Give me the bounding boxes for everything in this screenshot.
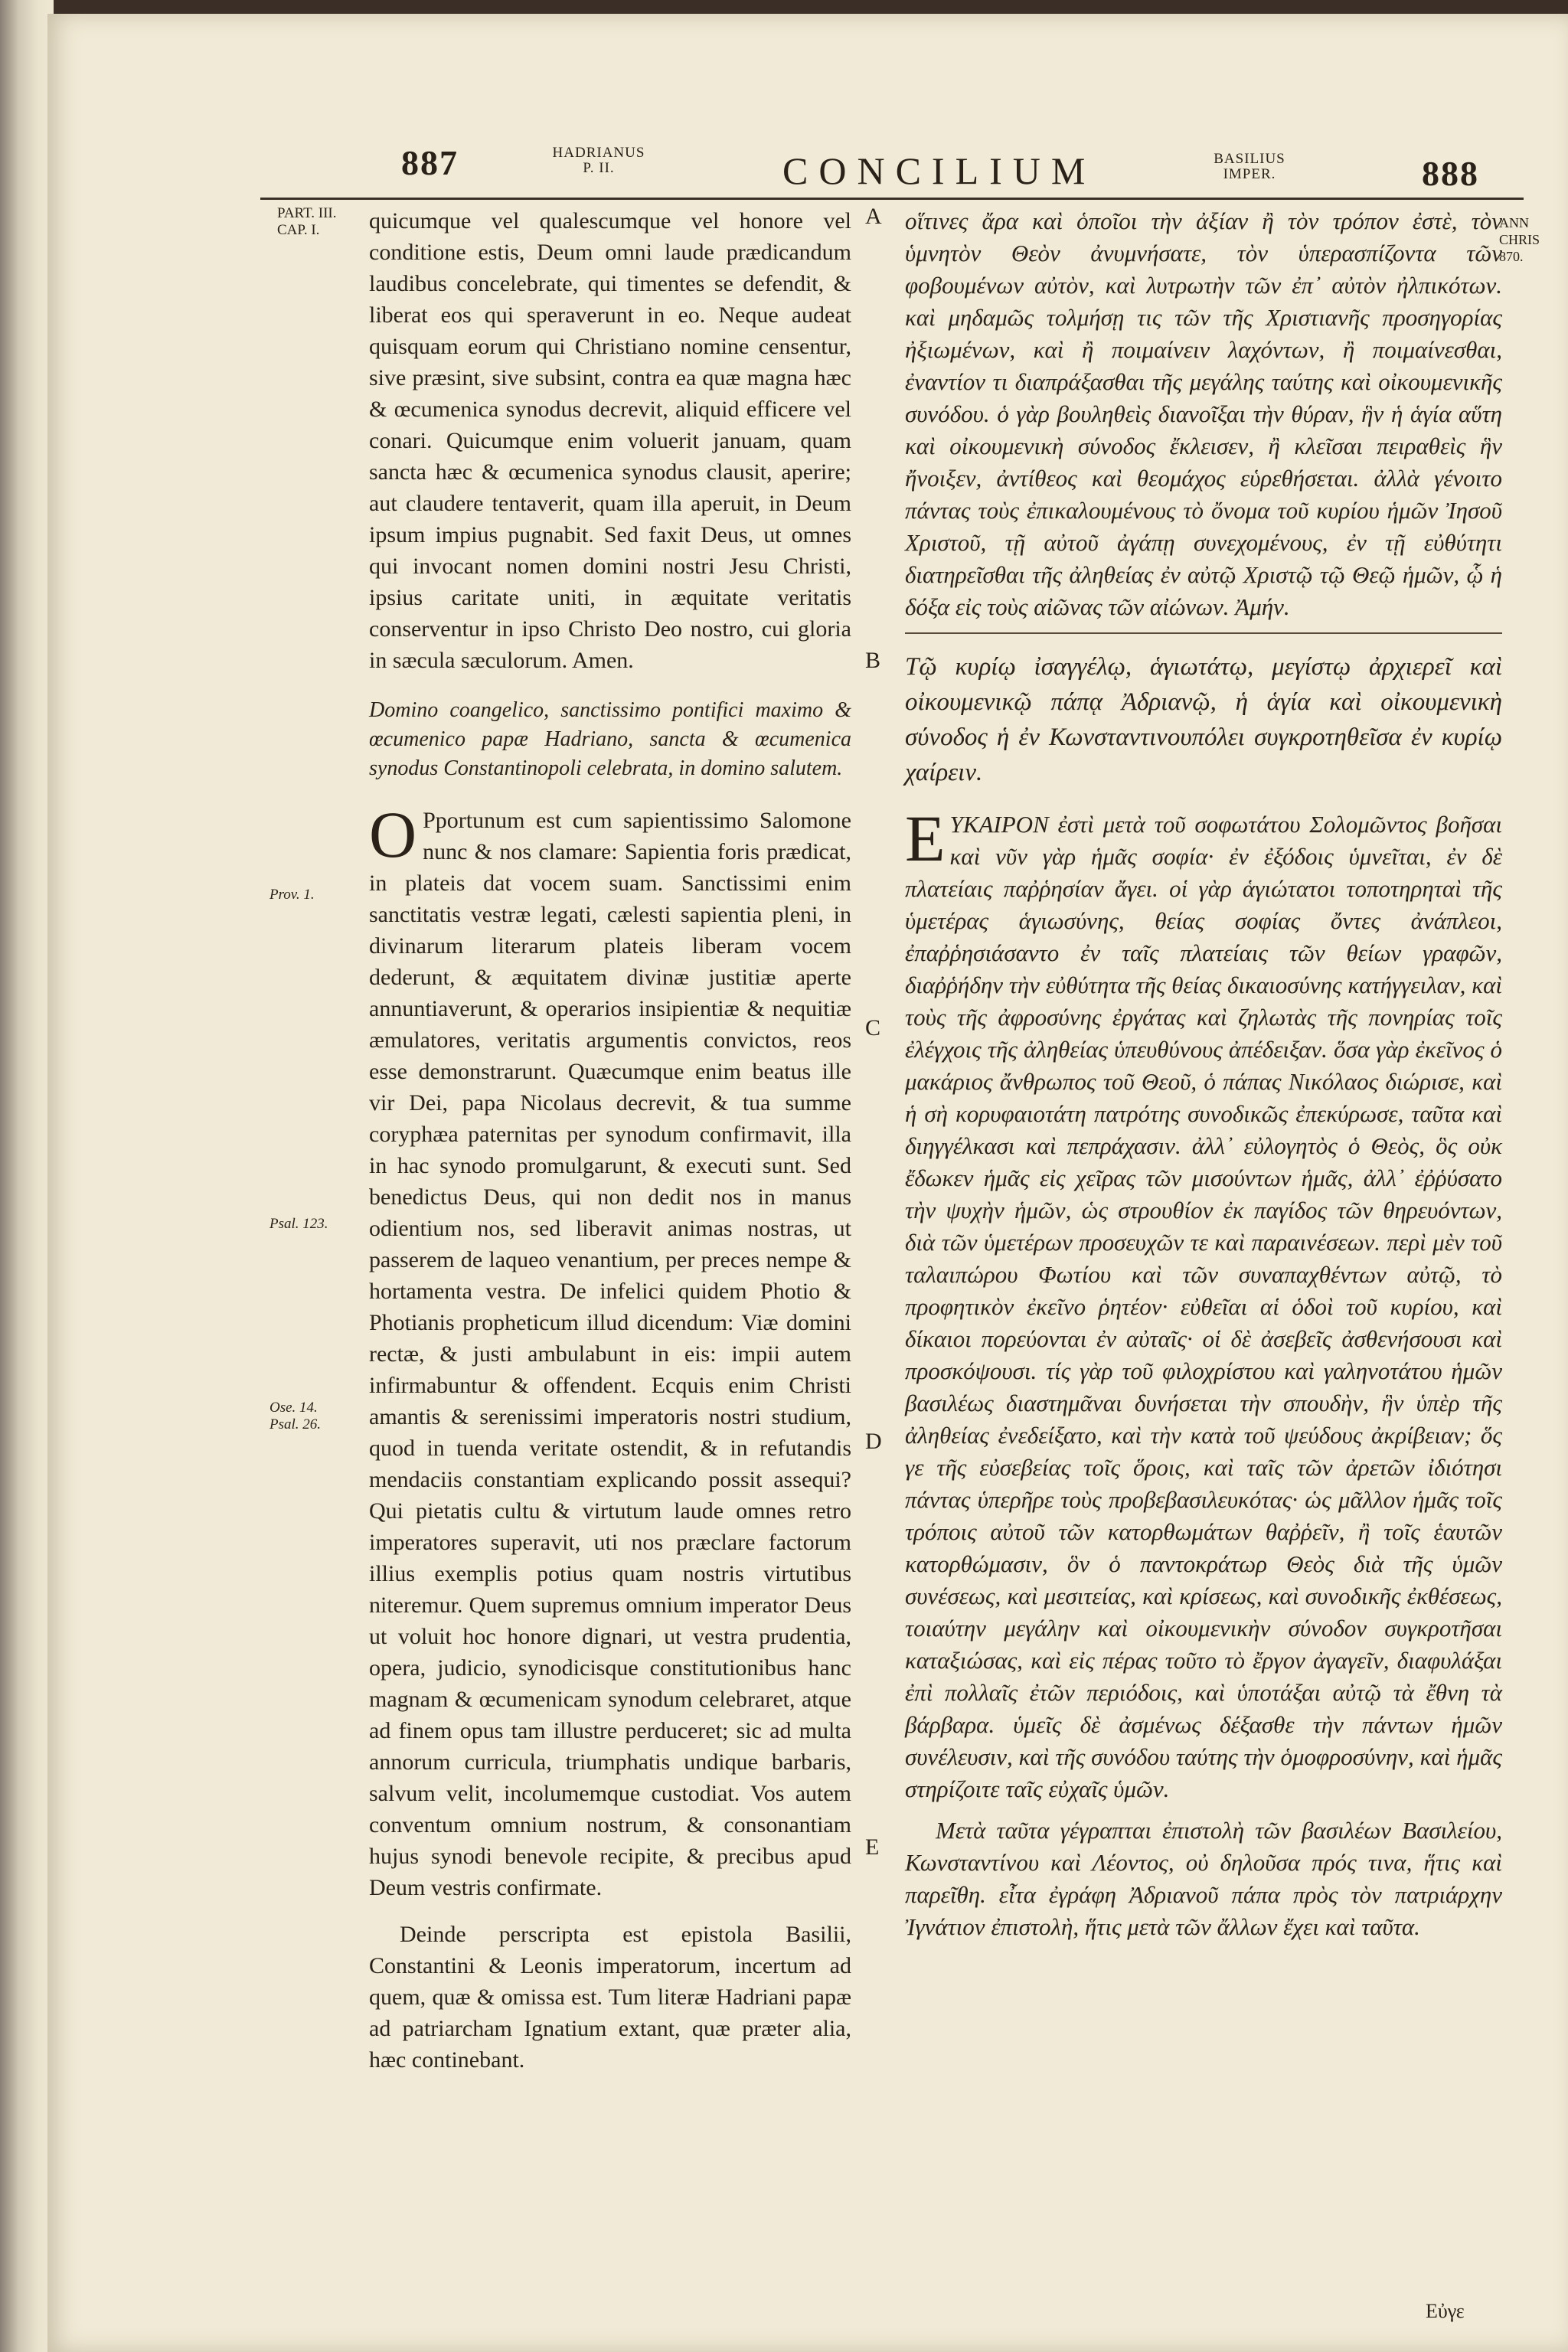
latin-column (369, 205, 851, 2083)
margin-note-christi-label: CHRIS (1499, 232, 1540, 247)
latin-address: Domino coangelico, sanctissimo pontifici maximo & œcumenico papæ Hadriano, sancta & œcumenica synodus Constantinopoli celebrata, in domino salutem. (369, 698, 851, 780)
margin-note-year: 870. (1499, 249, 1524, 264)
greek-paragraph-1: οἵτινες ἄρα καὶ ὁποῖοι τὴν ἀξίαν ἢ τὸν τρόπον ἐστὲ, τὸν ὑμνητὸν Θεὸν ἀνυμνήσατε, τὸν ὑπερασπίζοντα τῶν φοβουμένων αὐτὸν, καὶ λυτρωτὴν τῶν ἐπ᾽ αὐτὸν ἠλπικότων. καὶ μηδαμῶς τολμήσῃ τις τῶν τῆς Χριστιανῆς προσηγορίας ἠξιωμένων, καὶ ἢ ποιμαίνειν λαχόντων, ἢ ποιμαίνεσθαι, ἐναντίον τι διαπράξασθαι τῆς μεγάλης ταύτης καὶ οἰκουμενικῆς συνόδου. ὁ γὰρ βουληθεὶς διανοῖξαι τὴν θύραν, ἣν ἡ ἁγία αὕτη καὶ οἰκουμενικὴ σύνοδος ἔκλεισεν, ἢ κλεῖσαι πειραθεὶς ἣν ἤνοιξεν, ἀντίθεος καὶ θεομάχος εὑρεθήσεται. ἀλλὰ γένοιτο πάντας τοὺς ἐπικαλουμένους τὸ ὄνομα τοῦ κυρίου ἡμῶν Ἰησοῦ Χριστοῦ, τῇ αὐτοῦ ἀγάπῃ συνεχομένους, ἐν τῇ εὐθύτητι διατηρεῖσθαι τῆς ἀληθείας ἐν αὐτῷ Χριστῷ τῷ Θεῷ ἡμῶν, ᾧ ἡ δόξα εἰς τοὺς αἰῶνας τῶν αἰώνων. Ἀμήν. (905, 207, 1502, 620)
greek-column (905, 205, 1502, 1952)
latin-paragraph-2-text: Pportunum est cum sapientissimo Salomone nunc & nos clamare: Sapientia foris prædicat, in plateis dat vocem suam. Sanctissimi enim sanctitatis vestræ legati, cælesti sapientia pleni, in divinarum literarum plateis liberam vocem dederunt, & æquitatem divinæ justitiæ aperte annuntiaverunt, & operarios insipientiæ & nequitiæ æmulatores, veritatis argumentis convictos, reos esse demonstrarunt. Quæcumque enim beatus ille vir Dei, papa Nicolaus decrevit, & tua summe coryphæa paternitas per synodum confirmavit, illa in hac synodo promulgarunt, & executi sunt. Sed benedictus Deus, qui non dedit nos in manus odientium nos, sed liberavit animas nostras, ut passerem de laqueo venantium, per preces nempe & hortamenta vestra. De infelici quidem Photio & Photianis propheticum illud dicendum: Viæ domini rectæ, & justi ambulabunt in eis: impii autem infirmabuntur & offendent. Ecquis enim Christi amantis & serenissimi imperatoris nostri studium, quod in tuenda veritate ostendit, & in refutandis mendaciis constantiam explicando possit assequi? Qui pietatis cultu & virtutum laude omnes retro imperatores superavit, uti nos præclare factorum illius exemplis potius quam nostris virtutibus niteremur. Quem supremus omnium imperator Deus ut voluit hoc honore dignari, ut vestra prudentia, opera, judicio, synodicisque constitutionibus hanc magnam & œcumenicam synodum celebraret, atque ad finem opus tam illustre perduceret; sic ad multa annorum curricula, triumphatis undique barbaris, salvum velit, incolumemque custodiat. Vos autem conventum omnium nostrum, & consonantiam hujus synodi benevole recipite, & precibus apud Deum vestris confirmate. (369, 808, 851, 1900)
section-letter-c: C (865, 1015, 881, 1040)
latin-dropcap: O (369, 798, 417, 871)
running-head-left-line1: HADRIANUS (552, 145, 645, 161)
margin-note-anno-label: ANN (1499, 215, 1529, 230)
greek-divider (905, 632, 1502, 634)
running-head-right-line1: BASILIUS (1214, 151, 1285, 167)
margin-note-ref-osee-line2: Psal. 26. (270, 1416, 322, 1432)
greek-paragraph-2-text: ΥΚΑΙΡΟΝ ἐστὶ μετὰ τοῦ σοφωτάτου Σολομῶντος βοῆσαι καὶ νῦν γὰρ ἡμᾶς σοφία· ἐν ἐξόδοις ὑμνεῖται, ἐν δὲ πλατείαις παῤῥησίαν ἄγει. οἱ γὰρ ἁγιώτατοι τοποτηρηταὶ τῆς ὑμετέρας ἁγιωσύνης, θείας σοφίας ὄντες ἀνάπλεοι, ἐπαῤῥησιάσαντο ἐν ταῖς πλατείαις τῶν θείων γραφῶν, διαῤῥήδην τὴν εὐθύτητα τῆς θείας δικαιοσύνης κατήγγειλαν, καὶ τοὺς τῆς ἀφροσύνης ἐργάτας καὶ ζηλωτὰς τῆς πονηρίας τοῖς ἐλέγχοις τῆς ἀληθείας ὑπευθύνους ἀπέδειξαν. ὅσα γὰρ ἐκεῖνος ὁ μακάριος ἄνθρωπος τοῦ Θεοῦ, ὁ πάπας Νικόλαος διώρισε, καὶ ἡ σὴ κορυφαιοτάτη πατρότης συνοδικῶς ἐπεκύρωσε, ταῦτα καὶ διηγγέλκασι καὶ πεπράχασιν. ἀλλ᾽ εὐλογητὸς ὁ Θεὸς, ὃς οὐκ ἔδωκεν ἡμᾶς εἰς χεῖρας τῶν μισούντων ἡμᾶς, ἀλλ᾽ ἐῤῥύσατο τὴν ψυχὴν ἡμῶν, ὡς στρουθίον ἐκ παγίδος τῶν θηρευόντων, διὰ τῶν ὑμετέρων προσευχῶν τε καὶ παραινέσεων. περὶ μὲν τοῦ ταλαιπώρου Φωτίου καὶ τῶν συναπαχθέντων αὐτῷ, τὸ προφητικὸν ἐκεῖνο ῥητέον· εὐθεῖαι αἱ ὁδοὶ τοῦ κυρίου, καὶ δίκαιοι πορεύονται ἐν αὐταῖς· οἱ δὲ ἀσεβεῖς ἀσθενήσουσι καὶ προσκόψουσι. τίς γὰρ τοῦ φιλοχρίστου καὶ γαληνοτάτου ἡμῶν βασιλέως διαστημᾶναι δυνήσεται τὴν σπουδὴν, ἣν ὑπὲρ τῆς ἀληθείας ἐνεδείξατο, καὶ τὴν κατὰ τοῦ ψεύδους ἀκρίβειαν; ὅς γε τῆς εὐσεβείας τοῖς ὅροις, καὶ ταῖς τῶν ἀρετῶν ἰδιότησι πάντας ὑπερῆρε τοὺς προβεβασιλευκότας· ὡς μᾶλλον ἡμᾶς τοῖς τρόποις αὐτοῦ τῶν κατορθωμάτων θαῤῥεῖν, ἢ τοῖς ἑαυτῶν κατορθώμασιν, ὃν ὁ παντοκράτωρ Θεὸς διὰ τῆς ὑμῶν συνέσεως, καὶ μεσιτείας, καὶ κρίσεως, καὶ συνοδικῆς ἐκθέσεως, τοιαύτην μεγάλην καὶ οἰκουμενικὴν σύνοδον συγκροτῆσαι καταξιώσας, καὶ εἰς πέρας τοῦτο τὸ ἔργον ἀγαγεῖν, διαφυλάξαι ἐπὶ πολλαῖς ἐτῶν περιόδοις, καὶ ὑποτάξαι αὐτῷ τὰ ἔθνη τὰ βάρβαρα. ὑμεῖς δὲ ἀσμένως δέξασθε τὴν πάντων ἡμῶν συνέλευσιν, καὶ τῆς συνόδου ταύτης τὴν ὁμοφροσύνην, καὶ ἡμᾶς στηρίζοιτε ταῖς εὐχαῖς ὑμῶν. (905, 811, 1502, 1802)
page-number-right: 888 (1422, 154, 1479, 193)
running-head-left-line2: P. II. (583, 160, 615, 176)
section-letter-d: D (865, 1429, 882, 1454)
running-head-right-line2: IMPER. (1223, 166, 1276, 182)
header-rule (260, 198, 1524, 200)
latin-paragraph-1: quicumque vel qualescumque vel honore vel conditione estis, Deum omni laude prædicandum laudibus concelebrate, qui timentes se defendit, & liberat eos qui speraverunt in eo. Neque audeat quisquam eorum qui Christiano nomine censentur, sive præsint, sive subsint, contra ea quæ magna hæc & œcumenica synodus decrevit, aliquid efficere vel conari. Quicumque enim voluerit januam, quam sancta hæc & œcumenica synodus clausit, aperire; aut claudere tentaverit, quam illa aperuit, in Deum ipsum impius pugnabit. Sed faxit Deus, ut omnes qui invocant nomen domini nostri Jesu Christi, ipsius caritate uniti, in æquitate veritatis conserventur in ipso Christo Deo nostro, cui gloria in sæcula sæculorum. Amen. (369, 208, 851, 673)
margin-note-cap-label: CAP. I. (277, 222, 320, 238)
section-letter-e: E (865, 1834, 880, 1860)
margin-note-anno (1499, 214, 1566, 265)
margin-note-ref-osee (270, 1400, 377, 1433)
margin-note-part-label: PART. III. (277, 205, 337, 221)
margin-note-ref-proverbs: Prov. 1. (270, 887, 315, 903)
page-title: CONCILIUM (782, 149, 1096, 192)
latin-paragraph-2 (369, 798, 851, 1903)
page-number-left: 887 (401, 143, 459, 182)
greek-paragraph-3: Μετὰ ταῦτα γέγραπται ἐπιστολὴ τῶν βασιλέων Βασιλείου, Κωνσταντίνου καὶ Λέοντος, οὐ δηλοῦσα πρός τινα, ἥτις καὶ παρεῖθη. εἶτα ἐγράφη Ἀδριανοῦ πάπα πρὸς τὸν πατριάρχην Ἰγνάτιον ἐπιστολὴ, ἥτις μετὰ τῶν ἄλλων ἔχει καὶ ταῦτα. (905, 1817, 1502, 1940)
section-letter-b: B (865, 648, 881, 673)
book-page (47, 14, 1568, 2352)
book-binding-edge (0, 0, 54, 2352)
running-head-left (522, 145, 675, 176)
section-letter-a: A (865, 204, 882, 229)
greek-address: Τῷ κυρίῳ ἰσαγγέλῳ, ἁγιωτάτῳ, μεγίστῳ ἀρχιερεῖ καὶ οἰκουμενικῷ πάπᾳ Ἀδριανῷ, ἡ ἁγία καὶ οἰκουμενικὴ σύνοδος ἡ ἐν Κωνσταντινουπόλει συγκροτηθεῖσα ἐν κυρίῳ χαίρειν. (905, 653, 1502, 786)
greek-paragraph-2 (905, 802, 1502, 1805)
catchword: Εὐγε (1426, 2300, 1465, 2322)
latin-paragraph-3: Deinde perscripta est epistola Basilii, Constantini & Leonis imperatorum, incertum ad quem, quæ & omissa est. Tum literæ Hadriani papæ ad patriarcham Ignatium extant, quæ præter alia, hæc continebant. (369, 1922, 851, 2073)
greek-dropcap: Ε (905, 802, 946, 875)
running-head-right (1181, 152, 1318, 182)
margin-note-ref-osee-line1: Ose. 14. (270, 1400, 318, 1416)
margin-note-ref-psalm: Psal. 123. (270, 1216, 328, 1232)
